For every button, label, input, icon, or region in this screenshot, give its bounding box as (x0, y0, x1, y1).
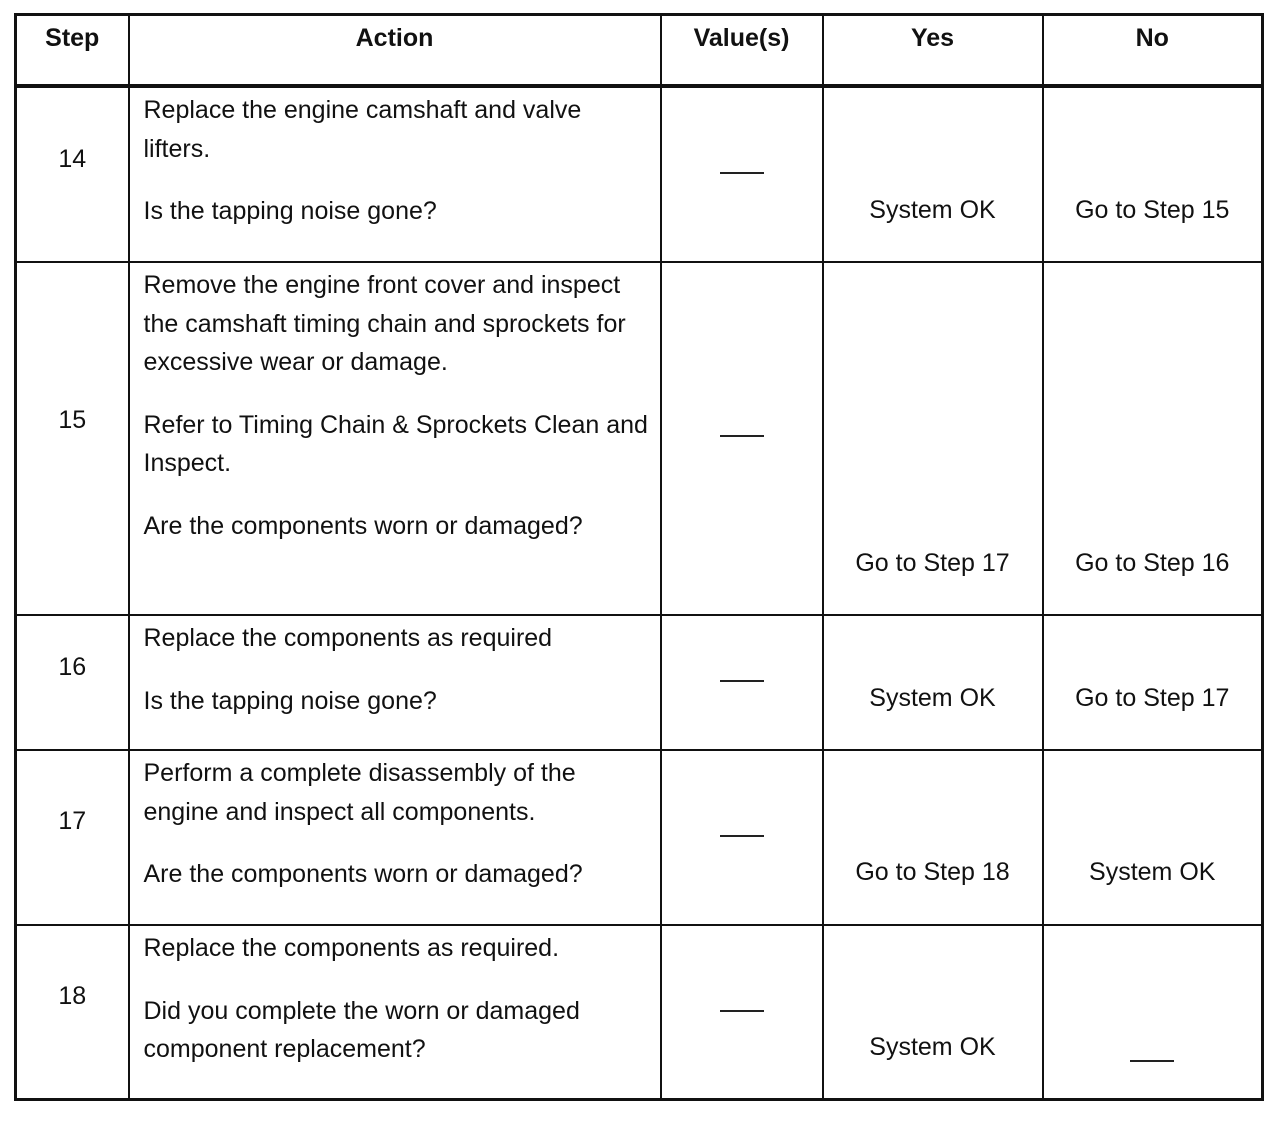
table-row (16, 615, 1263, 750)
no-result: Go to Step 17 (1075, 684, 1230, 712)
table-row (16, 750, 1263, 925)
action-question: Are the components worn or damaged? (143, 511, 583, 540)
action-text: Replace the components as required. (143, 934, 560, 962)
step-number: 18 (58, 982, 87, 1010)
step-number: 14 (58, 145, 87, 173)
header-yes: Yes (823, 15, 1043, 87)
value-dash (720, 680, 764, 682)
diagnostic-table (14, 13, 1264, 1101)
table-row (16, 86, 1263, 262)
header-values: Value(s) (661, 15, 823, 87)
yes-result: System OK (869, 196, 996, 224)
step-number: 15 (58, 406, 87, 434)
action-question: Are the components worn or damaged? (143, 860, 583, 888)
no-result: Go to Step 16 (1075, 549, 1230, 577)
value-dash (720, 435, 764, 437)
no-result: Go to Step 15 (1075, 196, 1230, 224)
action-question: Is the tapping noise gone? (143, 197, 437, 225)
no-result: System OK (1089, 858, 1216, 886)
yes-result: Go to Step 18 (855, 858, 1010, 886)
action-text: Replace the engine camshaft and valve lifters. (143, 96, 582, 163)
value-dash (720, 1010, 764, 1012)
action-text: Remove the engine front cover and inspect the camshaft timing chain and sprockets for excessive wear or damage. (143, 271, 626, 376)
action-reference: Refer to Timing Chain & Sprockets Clean and Inspect. (143, 410, 648, 477)
action-text: Perform a complete disassembly of the engine and inspect all components. (143, 759, 576, 826)
yes-result: System OK (869, 1033, 996, 1061)
step-number: 17 (58, 807, 87, 835)
action-question: Is the tapping noise gone? (143, 686, 437, 715)
action-text: Replace the components as required (143, 624, 553, 652)
value-dash (720, 172, 764, 174)
table-row (16, 925, 1263, 1099)
step-number: 16 (58, 653, 87, 681)
value-dash (720, 835, 764, 837)
yes-result: System OK (869, 684, 996, 712)
yes-result: Go to Step 17 (855, 549, 1010, 577)
header-no: No (1043, 15, 1263, 87)
header-step: Step (16, 15, 129, 87)
action-question: Did you complete the worn or damaged component replacement? (143, 996, 580, 1063)
header-action: Action (129, 15, 661, 87)
table-row (16, 262, 1263, 615)
header-row (16, 15, 1263, 87)
no-dash (1130, 1060, 1174, 1062)
